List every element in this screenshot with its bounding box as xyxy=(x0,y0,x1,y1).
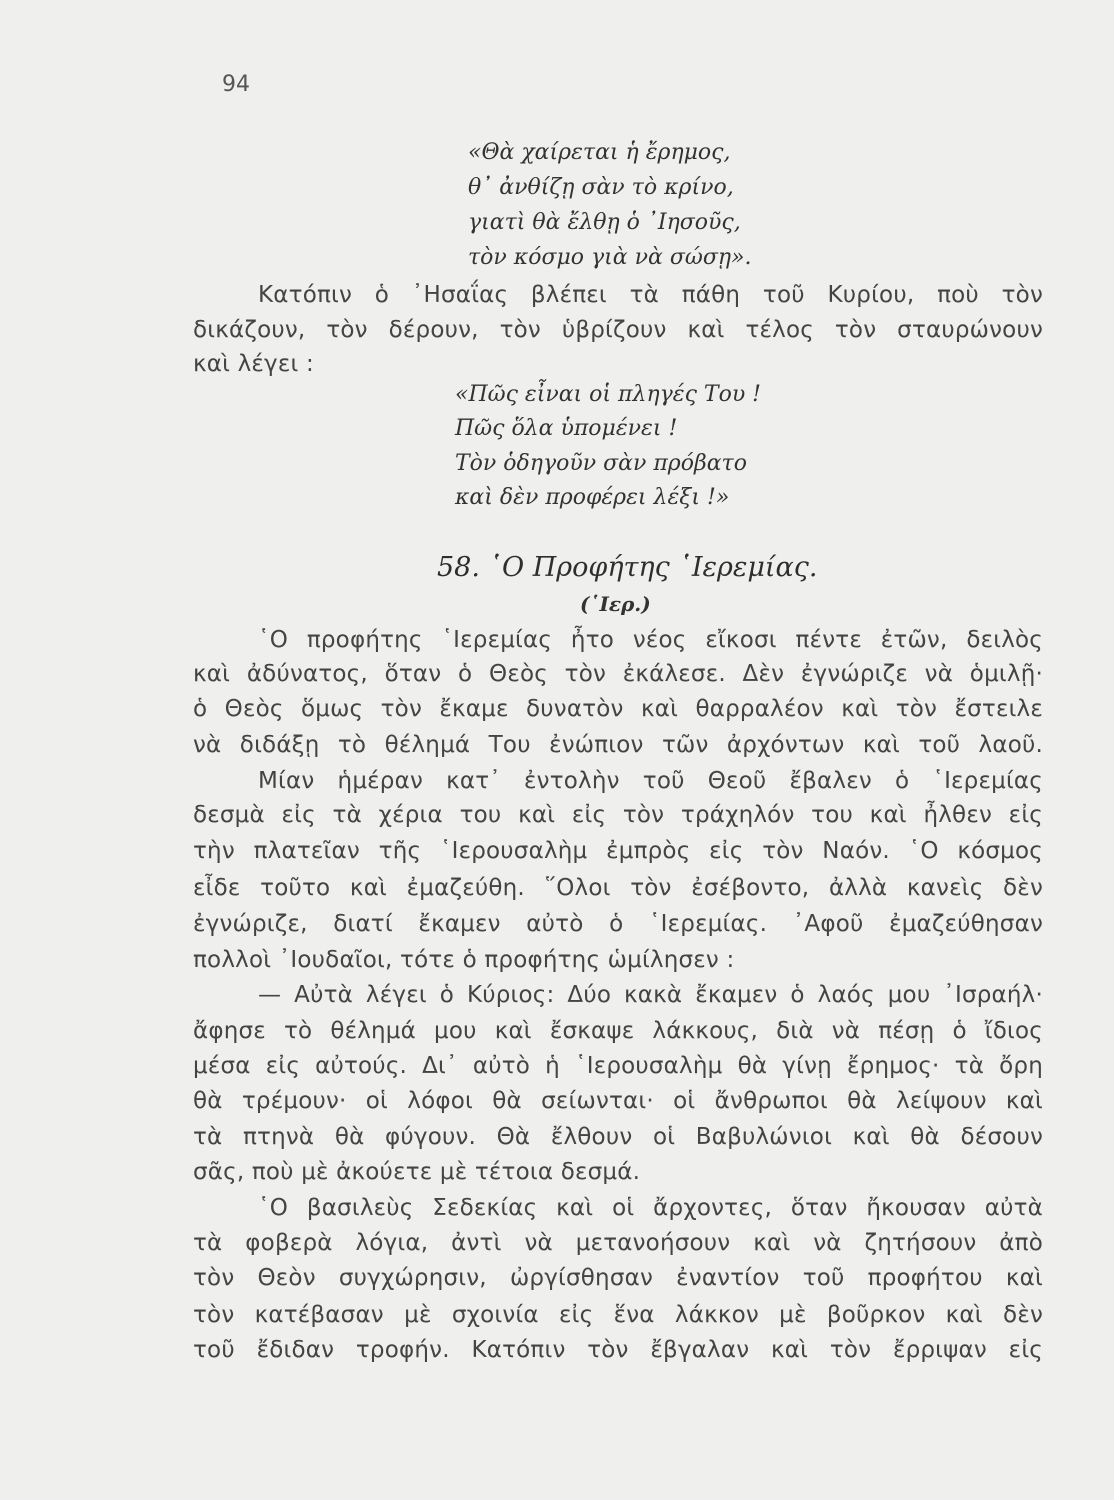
body-line: ὁ Θεὸς ὅμως τὸν ἔκαμε δυνατὸν καὶ θαρραλέον καὶ τὸν ἔστειλε xyxy=(193,696,1043,722)
body-line: ῾Ο προφήτης ῾Ιερεμίας ἦτο νέος εἴκοσι πέντε ἐτῶν, δειλὸς xyxy=(258,627,1043,653)
body-line: τὰ πτηνὰ θὰ φύγουν. Θὰ ἔλθουν οἱ Βαβυλώνιοι καὶ θὰ δέσουν xyxy=(193,1124,1043,1150)
body-line: τὸν κατέβασαν μὲ σχοινία εἰς ἕνα λάκκον μὲ βοῦρκον καὶ δὲν xyxy=(193,1302,1043,1328)
body-line: νὰ διδάξῃ τὸ θέλημά Του ἐνώπιον τῶν ἀρχόντων καὶ τοῦ λαοῦ. xyxy=(193,732,1043,758)
poem-line: τὸν κόσμο γιὰ νὰ σώσῃ». xyxy=(468,245,752,270)
poem-line: γιατὶ θὰ ἔλθῃ ὁ ᾿Ιησοῦς, xyxy=(468,210,741,235)
body-line: ῾Ο βασιλεὺς Σεδεκίας καὶ οἱ ἄρχοντες, ὅταν ἤκουσαν αὐτὰ xyxy=(258,1195,1043,1221)
poem-line: «Θὰ χαίρεται ἡ ἔρημος, xyxy=(468,140,731,165)
body-line: τοῦ ἔδιδαν τροφήν. Κατόπιν τὸν ἔβγαλαν καὶ τὸν ἔρριψαν εἰς xyxy=(193,1337,1043,1363)
body-line: ἐγνώριζε, διατί ἔκαμεν αὐτὸ ὁ ῾Ιερεμίας. ᾿Αφοῦ ἐμαζεύθησαν xyxy=(193,911,1043,937)
body-line: καὶ ἀδύνατος, ὅταν ὁ Θεὸς τὸν ἐκάλεσε. Δὲν ἐγνώριζε νὰ ὁμιλῇ· xyxy=(193,661,1043,687)
body-line: δεσμὰ εἰς τὰ χέρια του καὶ εἰς τὸν τράχηλόν του καὶ ἦλθεν εἰς xyxy=(193,802,1043,828)
body-line: μέσα εἰς αὐτούς. Δι᾿ αὐτὸ ἡ ῾Ιερουσαλὴμ θὰ γίνῃ ἔρημος· τὰ ὄρη xyxy=(193,1053,1043,1079)
poem-line: θ᾿ ἀνθίζῃ σὰν τὸ κρίνο, xyxy=(468,175,734,200)
body-line: δικάζουν, τὸν δέρουν, τὸν ὑβρίζουν καὶ τέλος τὸν σταυρώνουν xyxy=(193,317,1043,343)
body-line: τὸν Θεὸν συγχώρησιν, ὠργίσθησαν ἐναντίον τοῦ προφήτου καὶ xyxy=(193,1265,1043,1291)
poem-line: Πῶς ὅλα ὑπομένει ! xyxy=(455,416,678,441)
body-line: εἶδε τοῦτο καὶ ἐμαζεύθη. ῞Ολοι τὸν ἐσέβοντο, ἀλλὰ κανεὶς δὲν xyxy=(193,875,1043,901)
poem-line: Τὸν ὁδηγοῦν σὰν πρόβατο xyxy=(455,451,747,476)
body-line: καὶ λέγει : xyxy=(193,351,314,377)
body-line: τὰ φοβερὰ λόγια, ἀντὶ νὰ μετανοήσουν καὶ νὰ ζητήσουν ἀπὸ xyxy=(193,1230,1043,1256)
body-line: ἄφησε τὸ θέλημά μου καὶ ἔσκαψε λάκκους, διὰ νὰ πέσῃ ὁ ἴδιος xyxy=(193,1018,1043,1044)
poem-line: «Πῶς εἶναι οἱ πληγές Του ! xyxy=(455,382,762,407)
body-line: πολλοὶ ᾿Ιουδαῖοι, τότε ὁ προφήτης ὡμίλησεν : xyxy=(193,947,735,973)
body-line: — Αὐτὰ λέγει ὁ Κύριος: Δύο κακὰ ἔκαμεν ὁ λαός μου ᾿Ισραήλ· xyxy=(258,982,1043,1008)
body-line: τὴν πλατεῖαν τῆς ῾Ιερουσαλὴμ ἐμπρὸς εἰς τὸν Ναόν. ῾Ο κόσμος xyxy=(193,838,1043,864)
poem-line: καὶ δὲν προφέρει λέξι !» xyxy=(455,485,730,510)
body-line: θὰ τρέμουν· οἱ λόφοι θὰ σείωνται· οἱ ἄνθρωποι θὰ λείψουν καὶ xyxy=(193,1088,1043,1114)
body-line: Κατόπιν ὁ ᾿Ησαΐας βλέπει τὰ πάθη τοῦ Κυρίου, ποὺ τὸν xyxy=(258,282,1043,308)
page-number: 94 xyxy=(222,72,250,97)
section-reference: (῾Ιερ.) xyxy=(580,592,651,616)
body-line: σᾶς, ποὺ μὲ ἀκούετε μὲ τέτοια δεσμά. xyxy=(193,1159,641,1185)
body-line: Μίαν ἡμέραν κατ᾿ ἐντολὴν τοῦ Θεοῦ ἔβαλεν ὁ ῾Ιερεμίας xyxy=(258,768,1043,794)
section-heading: 58. ῾Ο Προφήτης ῾Ιερεμίας. xyxy=(437,552,818,583)
